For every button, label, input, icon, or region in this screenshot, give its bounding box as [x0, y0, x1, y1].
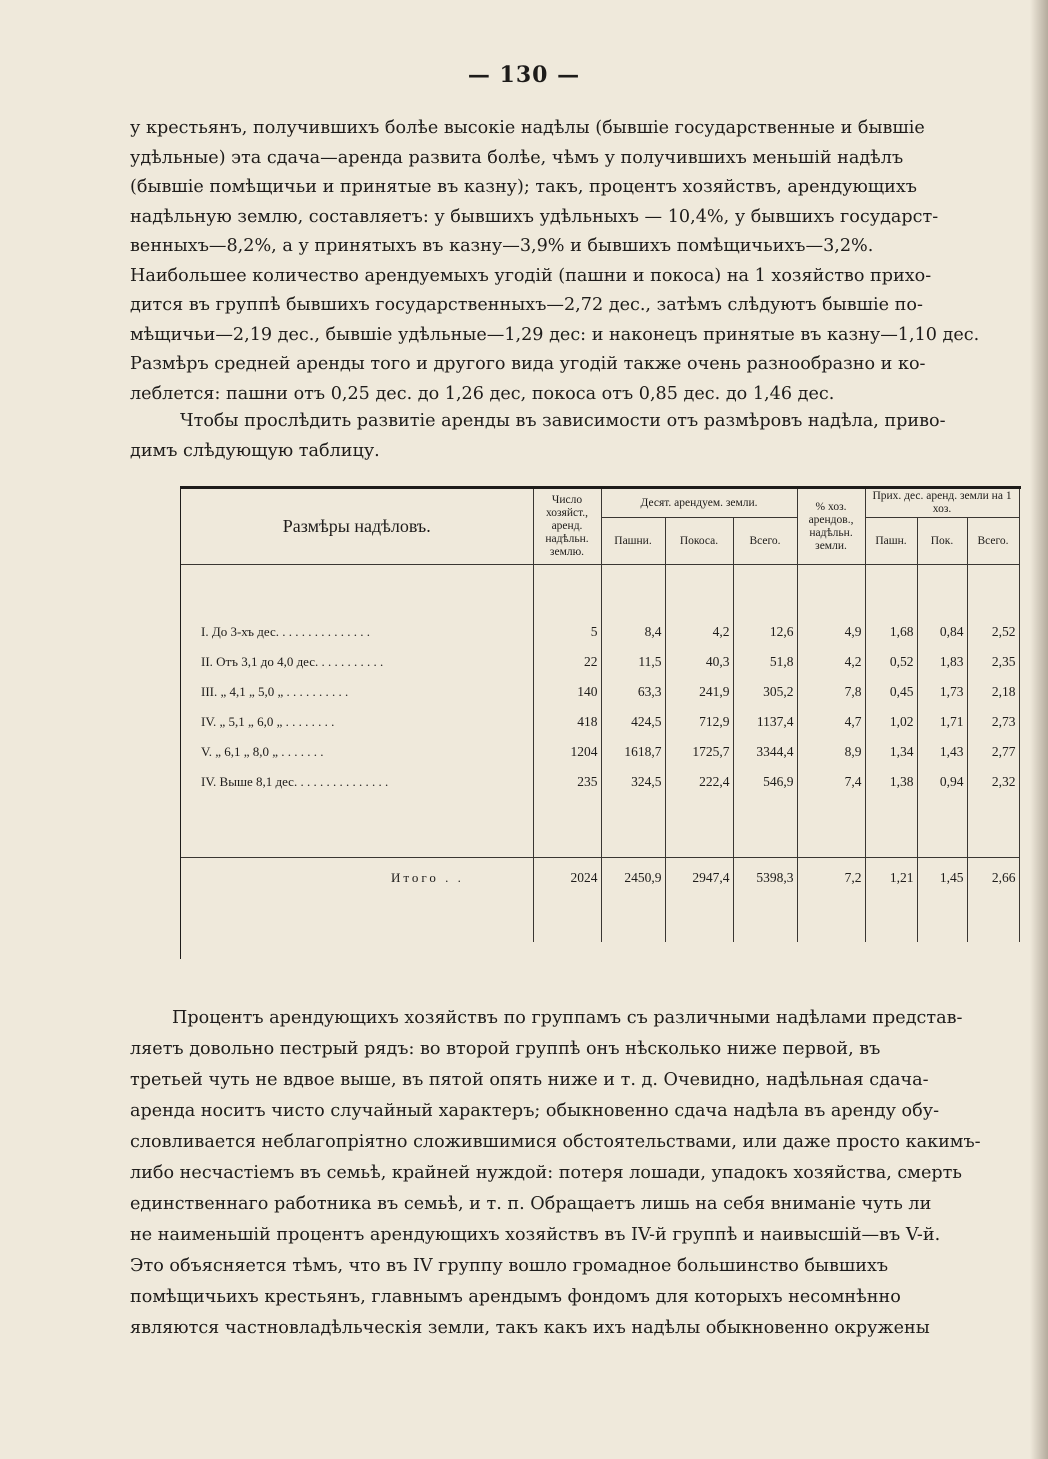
header-ph-arable: Пашн. [865, 518, 917, 565]
text-line: аренда носитъ чисто случайный характеръ; обыкновенно сдача надѣла въ аренду обу- [130, 1101, 940, 1121]
cell-arable: 8,4 [601, 617, 665, 647]
text-line: у крестьянъ, получившихъ болѣе высокіе надѣлы (бывшіе государственные и бывшіе [130, 118, 925, 138]
cell-ph-arable: 1,02 [865, 707, 917, 737]
cell-hay: 40,3 [665, 647, 733, 677]
cell-arable: 1618,7 [601, 737, 665, 767]
table-row [181, 737, 1019, 767]
table-row [181, 767, 1019, 797]
header-total: Всего. [733, 518, 797, 565]
cell-households: 418 [533, 707, 601, 737]
cell-hay: 241,9 [665, 677, 733, 707]
text-line: единственнаго работника въ семьѣ, и т. п. Обращаетъ лишь на себя вниманіе чуть ли [130, 1194, 932, 1214]
row-label: IV. „ 5,1 „ 6,0 „ . . . . . . . . [181, 707, 533, 737]
cell-households: 235 [533, 767, 601, 797]
header-pct: % хоз. арендов., надѣльн. земли. [797, 489, 865, 565]
cell-ph-arable: 1,34 [865, 737, 917, 767]
header-sizes: Размѣры надѣловъ. [181, 489, 533, 565]
cell-pct: 7,8 [797, 677, 865, 707]
rent-table-grid [181, 489, 1020, 942]
text-line: (бывшіе помѣщичьи и принятые въ казну); такъ, процентъ хозяйствъ, арендующихъ [130, 177, 917, 197]
text-line: либо несчастіемъ въ семьѣ, крайней нуждой: потеря лошади, упадокъ хозяйства, смерть [130, 1163, 962, 1183]
header-ph-total: Всего. [967, 518, 1019, 565]
cell-households: 22 [533, 647, 601, 677]
cell-arable: 424,5 [601, 707, 665, 737]
text-line: Процентъ арендующихъ хозяйствъ по группамъ съ различными надѣлами представ- [172, 1008, 963, 1028]
row-label: III. „ 4,1 „ 5,0 „ . . . . . . . . . . [181, 677, 533, 707]
total-row [181, 858, 1019, 899]
cell-ph-total: 2,18 [967, 677, 1019, 707]
cell-ph-hay: 0,84 [917, 617, 967, 647]
text-line: не наименьшій процентъ арендующихъ хозяйствъ въ IV-й группѣ и наивысшій—въ V-й. [130, 1225, 941, 1245]
cell-pct: 7,4 [797, 767, 865, 797]
cell-pct: 8,9 [797, 737, 865, 767]
paragraph-1 [130, 114, 1022, 409]
table-row [181, 647, 1019, 677]
cell-ph-total: 2,52 [967, 617, 1019, 647]
table-row [181, 707, 1019, 737]
text-line: словливается неблагопріятно сложившимися обстоятельствами, или даже просто какимъ- [130, 1132, 981, 1152]
cell-ph-hay: 0,94 [917, 767, 967, 797]
total-label: Итого . . [181, 858, 533, 899]
cell-hay: 222,4 [665, 767, 733, 797]
text-line: Размѣръ средней аренды того и другого вида угодій также очень разнообразно и ко- [130, 354, 926, 374]
cell-ph-hay: 1,43 [917, 737, 967, 767]
row-label: IV. Выше 8,1 дес. . . . . . . . . . . . . . . [181, 767, 533, 797]
header-row [181, 489, 1019, 518]
cell-arable: 11,5 [601, 647, 665, 677]
text-line: мѣщичьи—2,19 дес., бывшіе удѣльные—1,29 дес: и наконецъ принятые въ казну—1,10 дес. [130, 324, 980, 345]
cell-ph-total: 2,35 [967, 647, 1019, 677]
text-line: венныхъ—8,2%, а у принятыхъ въ казну—3,9% и бывшихъ помѣщичьихъ—3,2%. [130, 236, 874, 256]
page-edge-shadow [1030, 0, 1048, 1459]
cell-pct: 4,7 [797, 707, 865, 737]
header-ph-hay: Пок. [917, 518, 967, 565]
cell-ph-total: 2,77 [967, 737, 1019, 767]
cell-total: 3344,4 [733, 737, 797, 767]
header-arable: Пашни. [601, 518, 665, 565]
paragraph-3 [130, 1003, 1022, 1344]
text-line: леблется: пашни отъ 0,25 дес. до 1,26 дес, покоса отъ 0,85 дес. до 1,46 дес. [130, 383, 835, 404]
page-number: — 130 — [467, 62, 581, 88]
header-rented-group: Десят. арендуем. земли. [601, 489, 797, 518]
total-total: 5398,3 [733, 858, 797, 899]
total-pct: 7,2 [797, 858, 865, 899]
cell-hay: 4,2 [665, 617, 733, 647]
table-row [181, 617, 1019, 647]
text-line: удѣльные) эта сдача—аренда развита болѣе, чѣмъ у получившихъ меньшій надѣлъ [130, 147, 904, 168]
cell-total: 546,9 [733, 767, 797, 797]
cell-ph-arable: 0,45 [865, 677, 917, 707]
cell-arable: 324,5 [601, 767, 665, 797]
total-households: 2024 [533, 858, 601, 899]
cell-pct: 4,2 [797, 647, 865, 677]
text-line: третьей чуть не вдвое выше, въ пятой опять ниже и т. д. Очевидно, надѣльная сдача- [130, 1070, 929, 1090]
cell-total: 51,8 [733, 647, 797, 677]
row-label: I. До 3-хъ дес. . . . . . . . . . . . . . . [181, 617, 533, 647]
cell-households: 5 [533, 617, 601, 647]
table-spacer [181, 898, 1019, 942]
cell-ph-arable: 1,68 [865, 617, 917, 647]
text-line: Чтобы прослѣдить развитіе аренды въ зависимости отъ размѣровъ надѣла, приво- [180, 411, 946, 431]
text-line: Наибольшее количество арендуемыхъ угодій (пашни и покоса) на 1 хозяйство прихо- [130, 265, 932, 286]
text-line: ляетъ довольно пестрый рядъ: во второй группѣ онъ нѣсколько ниже первой, въ [130, 1039, 881, 1059]
cell-ph-arable: 0,52 [865, 647, 917, 677]
text-line: надѣльную землю, составляетъ: у бывшихъ удѣльныхъ — 10,4%, у бывшихъ государст- [130, 206, 939, 227]
cell-pct: 4,9 [797, 617, 865, 647]
cell-ph-arable: 1,38 [865, 767, 917, 797]
total-hay: 2947,4 [665, 858, 733, 899]
paragraph-2 [130, 407, 1022, 466]
text-line: димъ слѣдующую таблицу. [130, 440, 380, 461]
cell-households: 1204 [533, 737, 601, 767]
header-per-household-group: Прих. дес. аренд. земли на 1 хоз. [865, 489, 1019, 518]
table-spacer [181, 565, 1019, 618]
cell-total: 1137,4 [733, 707, 797, 737]
cell-ph-hay: 1,83 [917, 647, 967, 677]
total-arable: 2450,9 [601, 858, 665, 899]
table-row [181, 677, 1019, 707]
text-line: помѣщичьихъ крестьянъ, главнымъ арендымъ фондомъ для которыхъ несомнѣнно [130, 1287, 901, 1307]
cell-total: 12,6 [733, 617, 797, 647]
text-line: Это объясняется тѣмъ, что въ IV группу вошло громадное большинство бывшихъ [130, 1256, 889, 1276]
cell-hay: 712,9 [665, 707, 733, 737]
total-ph-hay: 1,45 [917, 858, 967, 899]
cell-households: 140 [533, 677, 601, 707]
cell-ph-total: 2,32 [967, 767, 1019, 797]
total-ph-arable: 1,21 [865, 858, 917, 899]
text-line: являются частновладѣльческія земли, такъ какъ ихъ надѣлы обыкновенно окружены [130, 1318, 930, 1338]
header-households: Число хозяйст., аренд. надѣльн. землю. [533, 489, 601, 565]
cell-total: 305,2 [733, 677, 797, 707]
cell-ph-hay: 1,71 [917, 707, 967, 737]
text-line: дится въ группѣ бывшихъ государственныхъ—2,72 дес., затѣмъ слѣдуютъ бывшіе по- [130, 295, 923, 315]
header-hay: Покоса. [665, 518, 733, 565]
row-label: V. „ 6,1 „ 8,0 „ . . . . . . . [181, 737, 533, 767]
total-ph-total: 2,66 [967, 858, 1019, 899]
cell-ph-hay: 1,73 [917, 677, 967, 707]
row-label: II. Отъ 3,1 до 4,0 дес. . . . . . . . . . . [181, 647, 533, 677]
cell-ph-total: 2,73 [967, 707, 1019, 737]
rent-table [180, 486, 1021, 959]
table-spacer [181, 797, 1019, 858]
cell-hay: 1725,7 [665, 737, 733, 767]
cell-arable: 63,3 [601, 677, 665, 707]
table-body [181, 617, 1019, 797]
